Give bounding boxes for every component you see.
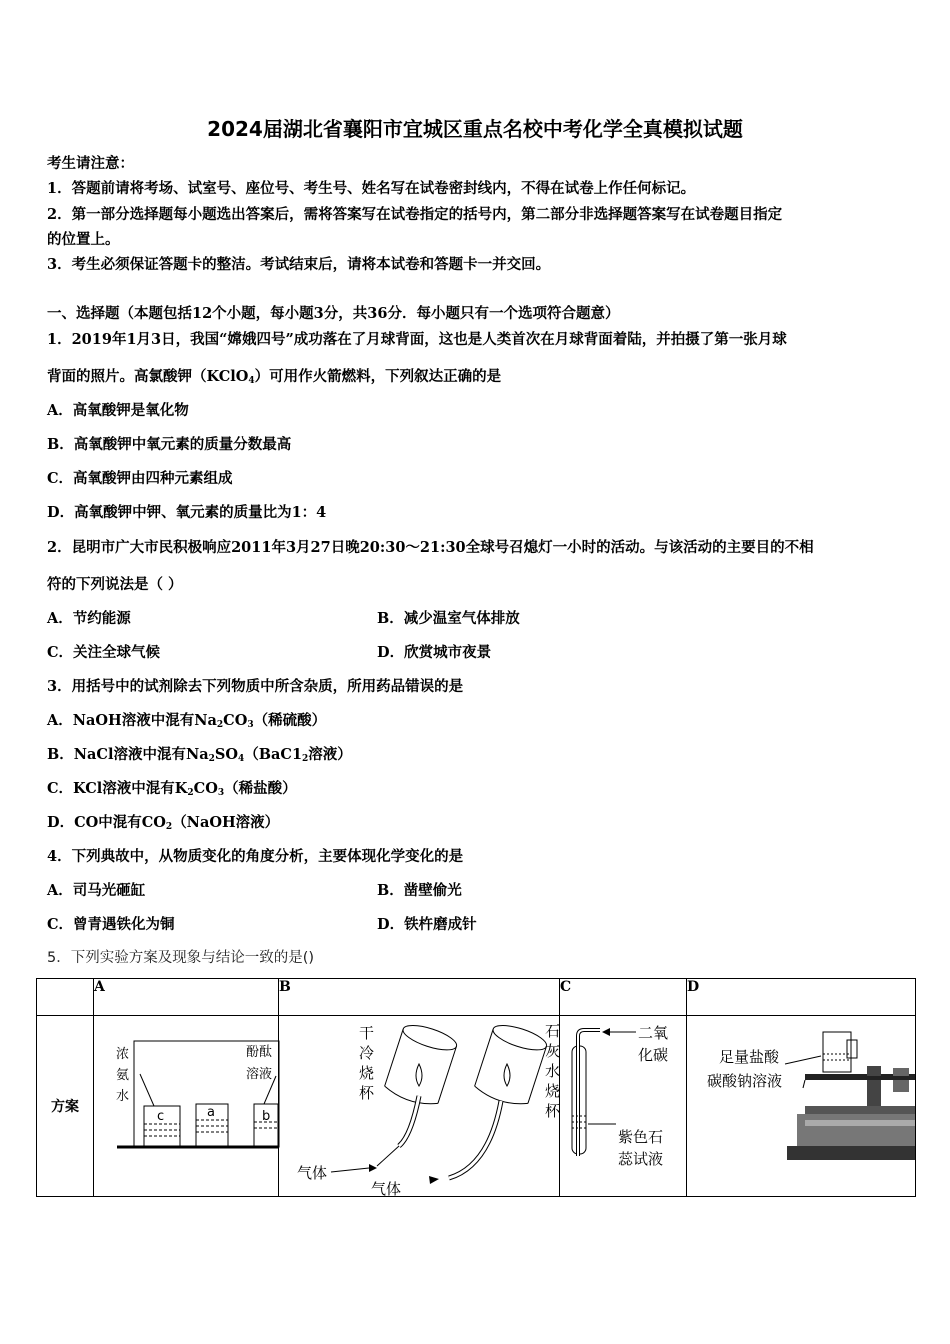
label-co2-2: 化碳 — [638, 1046, 669, 1064]
row-label: 方案 — [37, 1016, 94, 1197]
label-co2-1: 二氧 — [638, 1024, 669, 1042]
q2-option-c: C．关注全球气候 — [47, 644, 161, 661]
diagram-d — [687, 1016, 916, 1197]
header-c: C — [560, 979, 687, 1016]
label-bei2: 杯 — [545, 1102, 561, 1120]
q1-stem-line1: 1．2019年1月3日，我国“嫦娥四号”成功落在了月球背面，这也是人类首次在月球背面着陆，并拍摄了第一张月球 — [47, 331, 787, 348]
label-b: b — [262, 1109, 271, 1124]
label-solution: 溶液 — [246, 1067, 273, 1082]
q3-option-d: D．CO中混有$CO_2(NaOH$溶液） — [47, 814, 280, 832]
label-gan: 干 — [359, 1024, 375, 1042]
section-heading: 一、选择题（本题包括12个小题，每小题3分，共36分．每小题只有一个选项符合题意） — [47, 305, 620, 322]
label-shi: 石 — [545, 1022, 561, 1040]
diagram-b — [279, 1016, 560, 1197]
label-shui: 水 — [116, 1089, 130, 1104]
label-bei: 杯 — [359, 1084, 375, 1102]
diagram-c — [560, 1016, 687, 1197]
q4-option-a: A．司马光砸缸 — [47, 882, 146, 899]
label-litmus-1: 紫色石 — [618, 1128, 664, 1146]
q3-option-c: C．KCl溶液中混有$K_2CO_3$（稀盐酸） — [47, 780, 297, 798]
diagram-a — [94, 1016, 279, 1197]
q4-option-d: D．铁杵磨成针 — [377, 916, 477, 933]
q1-option-c: C．高氧酸钾由四种元素组成 — [47, 470, 233, 487]
notice-heading: 考生请注意： — [47, 155, 134, 172]
q2-option-d: D．欣赏城市夜景 — [377, 644, 492, 661]
q3-option-b: B．NaCl溶液中混有$Na_2SO_4(BaC1_2$溶液） — [47, 746, 352, 764]
q4-stem: 4．下列典故中，从物质变化的角度分析，主要体现化学变化的是 — [47, 848, 464, 865]
label-gas-1: 气体 — [297, 1164, 328, 1182]
notice-item-2-cont: 的位置上。 — [47, 231, 120, 248]
q5-stem: 5．下列实验方案及现象与结论一致的是() — [47, 950, 315, 966]
q1-option-a: A．高氧酸钾是氧化物 — [47, 402, 189, 419]
header-empty-cell — [37, 979, 94, 1016]
label-c: c — [157, 1109, 165, 1124]
label-nong: 浓 — [116, 1047, 130, 1062]
label-a: a — [207, 1105, 215, 1120]
notice-item-3: 3．考生必须保证答题卡的整洁。考试结束后，请将本试卷和答题卡一并交回。 — [47, 256, 551, 273]
q2-option-b: B．减少温室气体排放 — [377, 610, 520, 627]
q1-stem-line2: 背面的照片。高氯酸钾（KClO$_4$）可用作火箭燃料，下列叙达正确的是 — [47, 368, 502, 386]
label-gas-2: 气体 — [371, 1180, 402, 1198]
label-hcl: 足量盐酸 — [719, 1048, 780, 1066]
q2-stem-line2: 符的下列说法是（ ） — [47, 576, 183, 593]
label-shao: 烧 — [359, 1064, 375, 1082]
q1-option-d: D．高氧酸钾中钾、氧元素的质量比为1：4 — [47, 504, 327, 521]
q4-option-b: B．凿壁偷光 — [377, 882, 462, 899]
q3-option-a: A．NaOH溶液中混有$Na_2CO_3$（稀硫酸） — [47, 712, 327, 730]
q5-table — [36, 978, 916, 1197]
label-shao2: 烧 — [545, 1082, 561, 1100]
label-hui: 灰 — [545, 1042, 561, 1060]
label-leng: 冷 — [359, 1044, 375, 1062]
page-title: 2024届湖北省襄阳市宜城区重点名校中考化学全真模拟试题 — [207, 117, 743, 141]
q2-stem-line1: 2．昆明市广大市民积极响应2011年3月27日晚20:30～21:30全球号召熄灯一小时的活动。与该活动的主要目的不相 — [47, 539, 814, 556]
label-na2co3: 碳酸钠溶液 — [707, 1072, 783, 1090]
q1-option-b: B．高氧酸钾中氧元素的质量分数最高 — [47, 436, 292, 453]
q4-option-c: C．曾青遇铁化为铜 — [47, 916, 175, 933]
label-an: 氨 — [116, 1068, 130, 1083]
header-a: A — [94, 979, 279, 1016]
q3-stem: 3．用括号中的试剂除去下列物质中所含杂质，所用药品错误的是 — [47, 678, 464, 695]
label-phenolphthalein: 酚酞 — [246, 1045, 273, 1060]
label-shui: 水 — [545, 1062, 561, 1080]
notice-item-2: 2．第一部分选择题每小题选出答案后，需将答案写在试卷指定的括号内，第二部分非选择题答案写在试卷题目指定 — [47, 206, 783, 223]
label-litmus-2: 蕊试液 — [618, 1150, 664, 1168]
q2-option-a: A．节约能源 — [47, 610, 131, 627]
header-b: B — [279, 979, 560, 1016]
notice-item-1: 1．答题前请将考场、试室号、座位号、考生号、姓名写在试卷密封线内，不得在试卷上作任何标记。 — [47, 180, 696, 197]
header-d: D — [687, 979, 916, 1016]
